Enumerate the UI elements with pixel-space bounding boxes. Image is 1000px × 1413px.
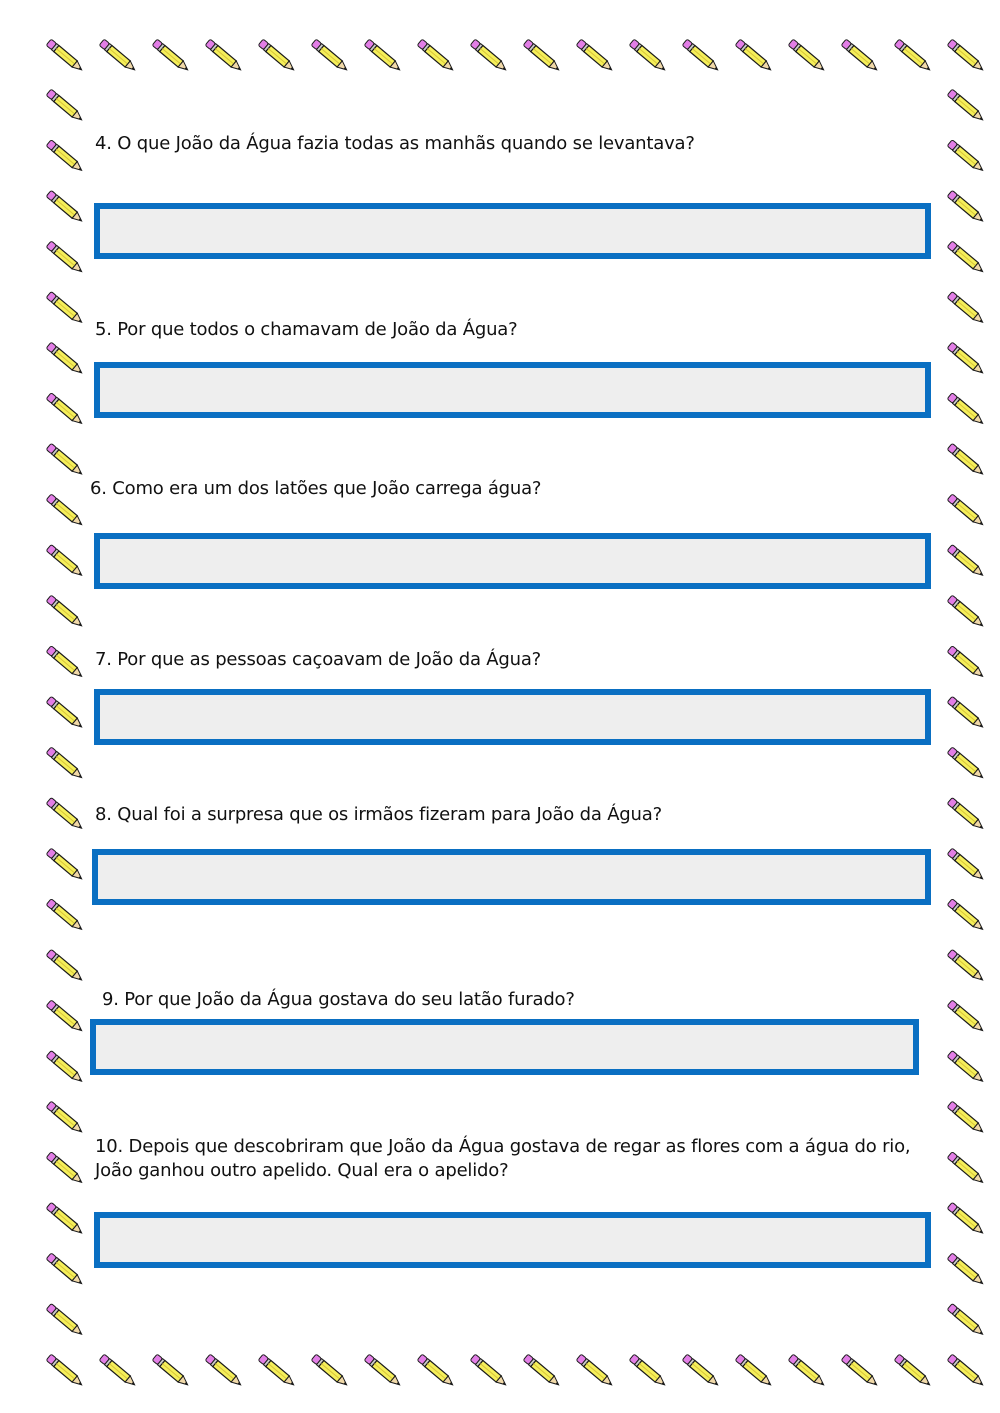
pencil-icon — [46, 848, 84, 882]
pencil-icon — [894, 1354, 932, 1388]
pencil-icon — [947, 89, 985, 123]
pencil-icon — [46, 39, 84, 73]
pencil-icon — [470, 1354, 508, 1388]
pencil-icon — [523, 39, 561, 73]
pencil-icon — [947, 899, 985, 933]
pencil-icon — [46, 89, 84, 123]
pencil-icon — [205, 1354, 243, 1388]
pencil-icon — [947, 747, 985, 781]
pencil-icon — [947, 595, 985, 629]
pencil-icon — [947, 1000, 985, 1034]
answer-box-5[interactable] — [94, 362, 931, 418]
pencil-icon — [947, 848, 985, 882]
pencil-icon — [629, 1354, 667, 1388]
pencil-icon — [947, 949, 985, 983]
pencil-icon — [364, 1354, 402, 1388]
pencil-icon — [46, 696, 84, 730]
pencil-icon — [947, 494, 985, 528]
pencil-icon — [947, 443, 985, 477]
pencil-icon — [311, 1354, 349, 1388]
answer-box-7[interactable] — [94, 689, 931, 745]
pencil-icon — [46, 899, 84, 933]
pencil-icon — [947, 1050, 985, 1084]
pencil-icon — [947, 393, 985, 427]
pencil-icon — [682, 39, 720, 73]
pencil-icon — [258, 39, 296, 73]
pencil-icon — [46, 443, 84, 477]
pencil-icon — [152, 39, 190, 73]
pencil-icon — [576, 1354, 614, 1388]
pencil-icon — [947, 140, 985, 174]
question-7: 7. Por que as pessoas caçoavam de João da Água? — [95, 649, 542, 670]
pencil-icon — [576, 39, 614, 73]
question-8: 8. Qual foi a surpresa que os irmãos fizeram para João da Água? — [95, 804, 662, 825]
pencil-icon — [894, 39, 932, 73]
pencil-icon — [46, 646, 84, 680]
question-5: 5. Por que todos o chamavam de João da Água? — [95, 319, 518, 340]
pencil-icon — [788, 39, 826, 73]
pencil-icon — [629, 39, 667, 73]
pencil-icon — [152, 1354, 190, 1388]
pencil-icon — [46, 949, 84, 983]
pencil-icon — [46, 1303, 84, 1337]
pencil-icon — [99, 1354, 137, 1388]
pencil-icon — [947, 646, 985, 680]
pencil-icon — [46, 1354, 84, 1388]
pencil-icon — [735, 39, 773, 73]
pencil-icon — [46, 1152, 84, 1186]
pencil-icon — [841, 1354, 879, 1388]
pencil-icon — [46, 1101, 84, 1135]
pencil-icon — [947, 1303, 985, 1337]
pencil-icon — [735, 1354, 773, 1388]
pencil-icon — [46, 291, 84, 325]
pencil-icon — [788, 1354, 826, 1388]
answer-box-10[interactable] — [94, 1212, 931, 1268]
pencil-icon — [46, 544, 84, 578]
pencil-icon — [470, 39, 508, 73]
pencil-icon — [46, 1253, 84, 1287]
pencil-icon — [947, 1354, 985, 1388]
pencil-icon — [46, 595, 84, 629]
pencil-icon — [947, 1101, 985, 1135]
pencil-icon — [258, 1354, 296, 1388]
pencil-icon — [46, 494, 84, 528]
pencil-icon — [682, 1354, 720, 1388]
pencil-icon — [364, 39, 402, 73]
pencil-icon — [46, 797, 84, 831]
pencil-icon — [947, 342, 985, 376]
question-4: 4. O que João da Água fazia todas as manhãs quando se levantava? — [95, 133, 695, 154]
pencil-icon — [841, 39, 879, 73]
pencil-icon — [947, 544, 985, 578]
pencil-icon — [947, 190, 985, 224]
pencil-icon — [46, 190, 84, 224]
pencil-icon — [947, 39, 985, 73]
pencil-icon — [46, 1000, 84, 1034]
pencil-icon — [947, 291, 985, 325]
question-10: 10. Depois que descobriram que João da Água gostava de regar as flores com a água do rio, João ganhou outro apelido. Qual era o apelido? — [95, 1136, 916, 1181]
pencil-icon — [46, 1050, 84, 1084]
pencil-icon — [947, 1202, 985, 1236]
question-6: 6. Como era um dos latões que João carrega água? — [90, 478, 542, 499]
pencil-icon — [417, 1354, 455, 1388]
pencil-icon — [46, 393, 84, 427]
pencil-icon — [947, 1253, 985, 1287]
pencil-icon — [46, 342, 84, 376]
question-9: 9. Por que João da Água gostava do seu latão furado? — [102, 989, 575, 1010]
pencil-icon — [947, 797, 985, 831]
pencil-icon — [46, 747, 84, 781]
pencil-icon — [947, 1152, 985, 1186]
answer-box-9[interactable] — [90, 1019, 919, 1075]
pencil-icon — [46, 241, 84, 275]
pencil-icon — [417, 39, 455, 73]
pencil-icon — [205, 39, 243, 73]
pencil-icon — [46, 1202, 84, 1236]
pencil-icon — [46, 140, 84, 174]
pencil-icon — [523, 1354, 561, 1388]
answer-box-4[interactable] — [94, 203, 931, 259]
pencil-icon — [947, 696, 985, 730]
pencil-icon — [99, 39, 137, 73]
pencil-icon — [947, 241, 985, 275]
answer-box-8[interactable] — [92, 849, 931, 905]
answer-box-6[interactable] — [94, 533, 931, 589]
pencil-icon — [311, 39, 349, 73]
